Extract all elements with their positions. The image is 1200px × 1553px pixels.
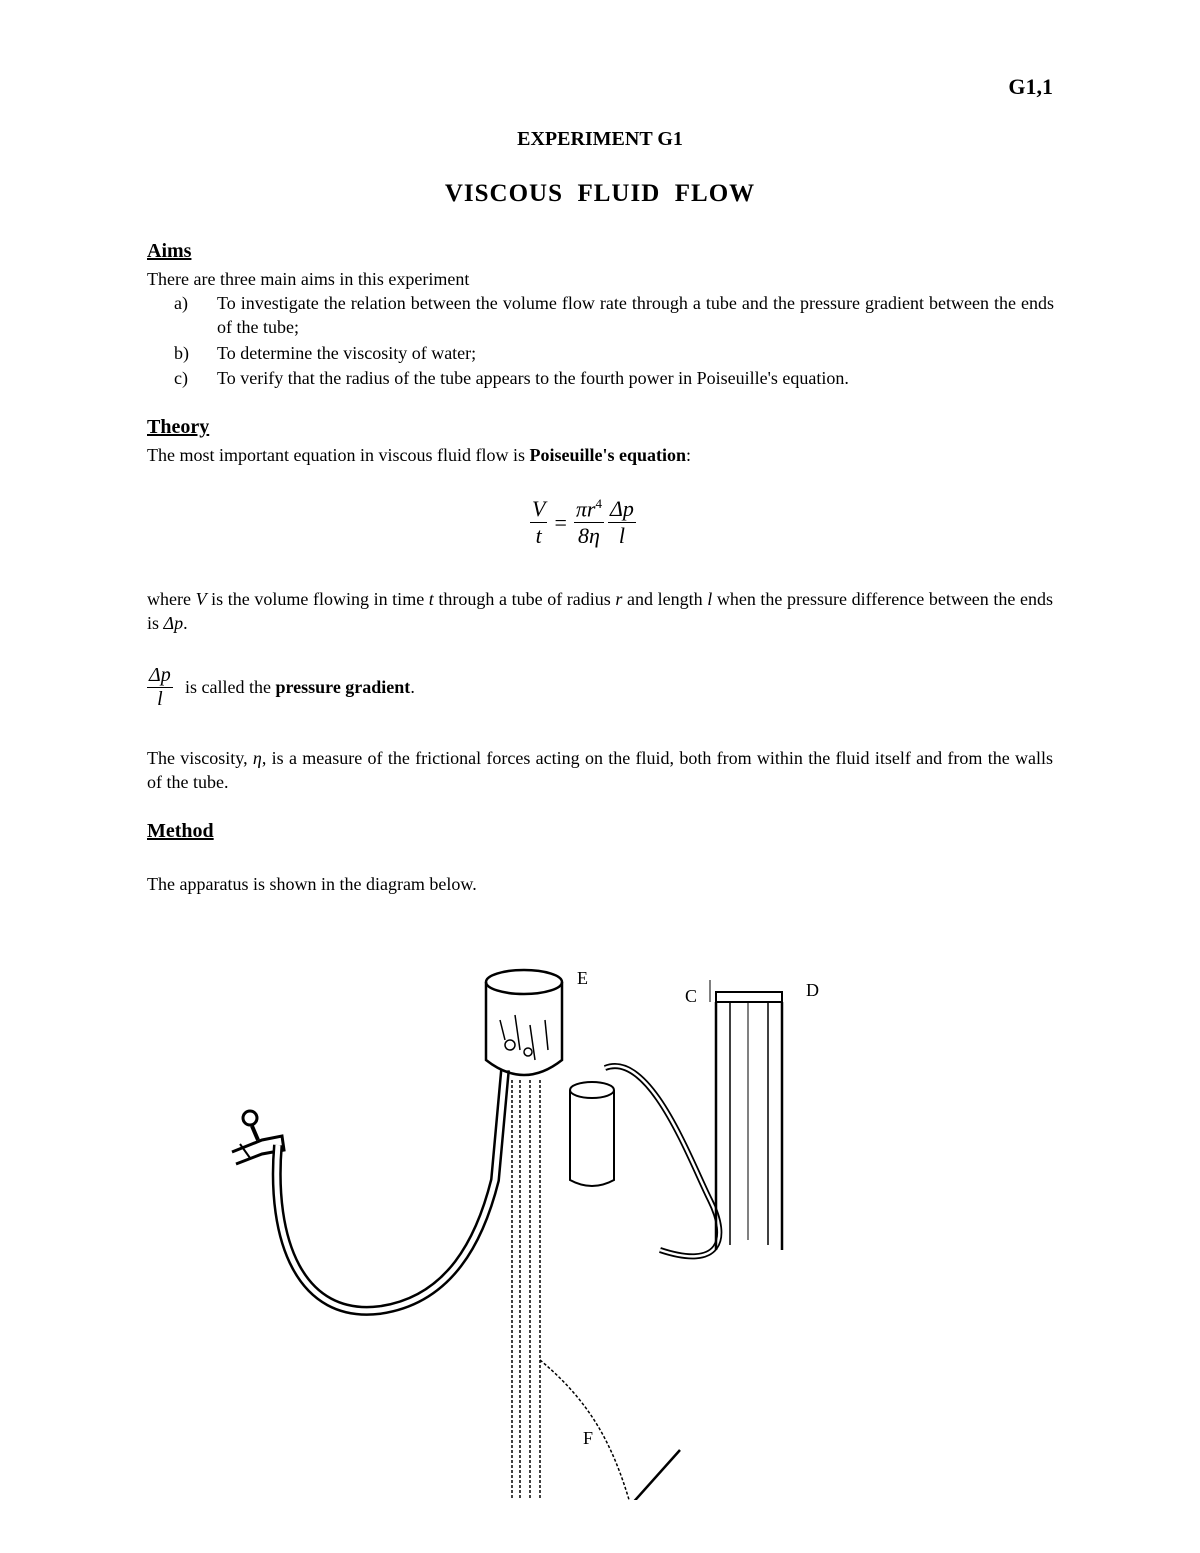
where-text: where (147, 589, 196, 609)
where-paragraph (147, 587, 1053, 635)
exponent: 4 (595, 496, 602, 511)
label-e: E (577, 968, 588, 988)
apparatus-diagram (0, 940, 1200, 1500)
symbol-l: l (707, 589, 713, 609)
method-heading: Method (147, 820, 214, 842)
viscosity-paragraph (147, 746, 1053, 794)
reservoir-tubes (512, 1080, 640, 1500)
equation-lhs-numerator: V (532, 496, 546, 522)
aims-heading: Aims (147, 240, 192, 262)
method-text: The apparatus is shown in the diagram below. (147, 874, 477, 894)
manometer-cd (710, 980, 782, 1250)
gradient-denominator: l (157, 688, 163, 710)
gradient-text: is called the (185, 677, 276, 697)
page-title: VISCOUS FLUID FLOW (444, 180, 756, 207)
gradient-numerator: Δp (149, 664, 171, 686)
where-text: is the volume flowing in time (206, 589, 429, 609)
aim-text: To investigate the relation between the volume flow rate through a tube and the pressure gradient between the ends of the tube; (217, 293, 1054, 337)
where-text: when the pressure difference between the ends is (147, 589, 1053, 633)
theory-intro-colon: : (685, 445, 691, 465)
label-d: D (806, 980, 819, 1000)
theory-heading: Theory (147, 416, 210, 438)
gradient-definition (185, 677, 415, 698)
symbol-r: r (615, 589, 623, 609)
viscosity-text: The viscosity, (147, 748, 253, 768)
supply-hose (277, 1070, 505, 1311)
symbol-eta: η (252, 748, 262, 768)
experiment-title: EXPERIMENT G1 (517, 128, 683, 150)
aim-item-a (174, 291, 1054, 339)
equation-constant-numerator (574, 496, 604, 523)
symbol-t: t (428, 589, 434, 609)
aim-letter: a) (174, 293, 188, 313)
viscosity-text: , is a measure of the frictional forces acting on the fluid, both from within the fluid itself and from the walls of the tube. (147, 748, 1053, 792)
equation-gradient-numerator: Δp (609, 496, 634, 522)
pi-r: πr (575, 496, 596, 522)
page-number: G1,1 (1008, 74, 1053, 99)
symbol-v: V (195, 589, 207, 609)
gradient-fraction (147, 664, 173, 711)
equation-lhs-fraction (530, 496, 547, 549)
theory-intro (147, 443, 1053, 467)
aim-text: To verify that the radius of the tube appears to the fourth power in Poiseuille's equation. (217, 368, 849, 388)
sink-edge (232, 1450, 680, 1500)
equation-lhs-denominator: t (535, 523, 542, 549)
label-f: F (583, 1428, 594, 1448)
aim-letter: b) (174, 343, 189, 363)
reservoir-e (486, 970, 562, 1075)
supply-hose-inner (277, 1070, 505, 1311)
where-text: and length (622, 589, 708, 609)
outlet-hose (605, 1066, 719, 1256)
poiseuille-equation (530, 496, 636, 549)
aims-intro: There are three main aims in this experiment (147, 269, 470, 289)
gradient-term: pressure gradient (275, 677, 411, 697)
equals-sign: = (554, 509, 567, 535)
equation-gradient-fraction (608, 496, 636, 549)
aim-letter: c) (174, 368, 188, 388)
theory-intro-text: The most important equation in viscous fluid flow is (147, 445, 530, 465)
aim-text: To determine the viscosity of water; (217, 343, 477, 363)
symbol-delta-p: Δp (163, 613, 184, 633)
equation-gradient-denominator: l (618, 523, 625, 549)
equation-constant-fraction (574, 496, 604, 549)
where-text: . (183, 613, 188, 633)
poiseuille-term: Poiseuille's equation (529, 445, 686, 465)
aim-item-b (174, 341, 1054, 365)
beaker-f (570, 1082, 614, 1186)
gradient-period: . (410, 677, 415, 697)
label-c: C (685, 986, 698, 1006)
equation-constant-denominator: 8η (577, 523, 600, 549)
where-text: through a tube of radius (433, 589, 616, 609)
aim-item-c (174, 366, 1054, 390)
